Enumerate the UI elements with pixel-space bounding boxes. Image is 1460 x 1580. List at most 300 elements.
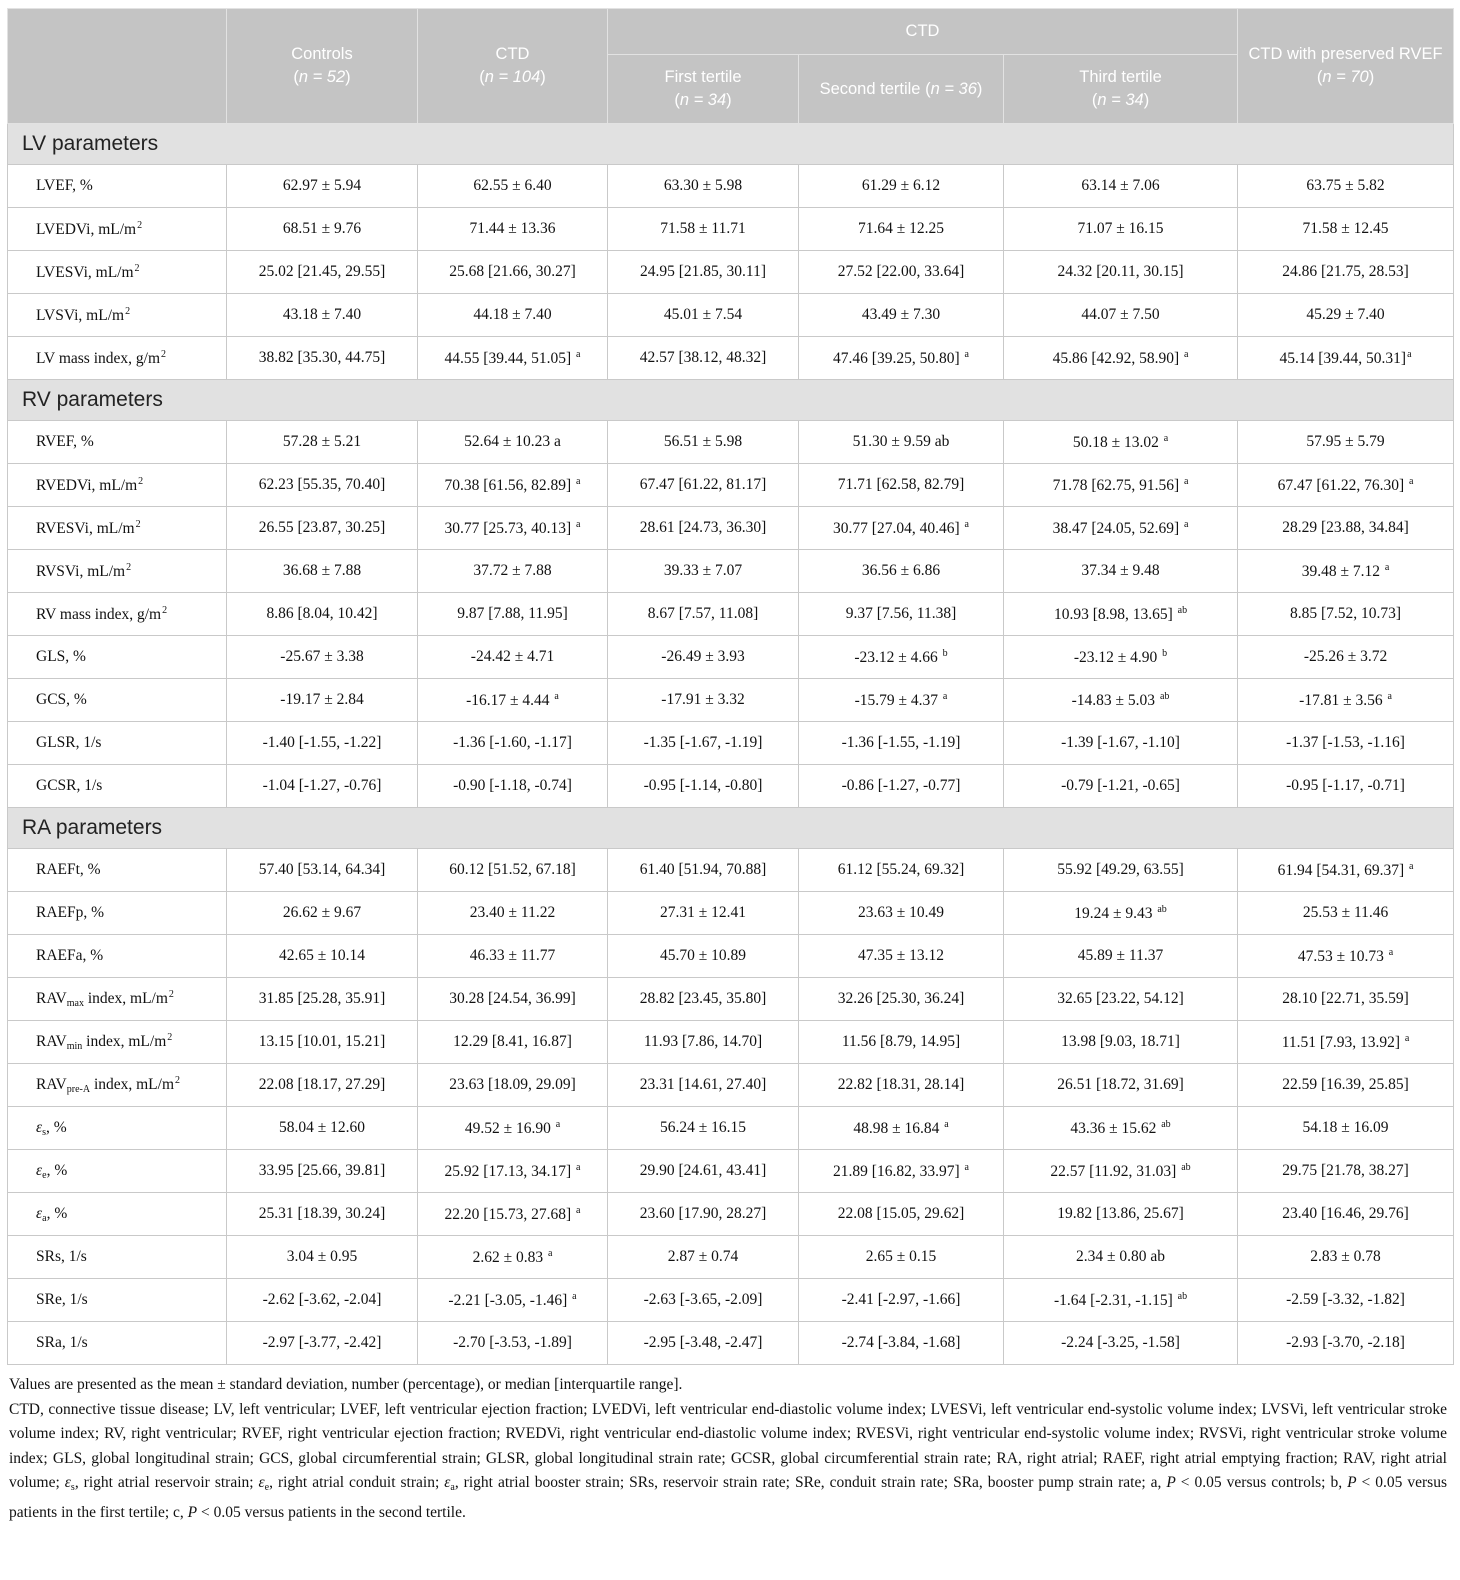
cell-value: -17.81 ± 3.56 — [1299, 691, 1387, 709]
table-cell — [418, 421, 608, 464]
row-label-subscript: max — [66, 998, 84, 1009]
table-cell — [608, 1236, 799, 1279]
table-cell — [608, 849, 799, 892]
table-cell — [1004, 935, 1238, 978]
table-cell — [1004, 550, 1238, 593]
table-cell — [608, 765, 799, 808]
header-controls: Controls (n = 52) — [227, 9, 418, 124]
table-cell — [227, 1021, 418, 1064]
cell-value: 28.61 [24.73, 36.30] — [639, 519, 767, 536]
table-cell — [418, 978, 608, 1021]
table-cell — [227, 679, 418, 722]
cell-value: 13.98 [9.03, 18.71] — [1061, 1033, 1180, 1050]
cell-value: -2.93 [-3.70, -2.18] — [1286, 1334, 1405, 1351]
row-label-superscript: 2 — [162, 604, 168, 616]
table-cell — [799, 1150, 1004, 1193]
cell-value: 24.86 [21.75, 28.53] — [1282, 263, 1409, 280]
cell-value: 32.65 [23.22, 54.12] — [1057, 990, 1184, 1007]
cell-value: -19.17 ± 2.84 — [280, 691, 364, 708]
table-row — [8, 421, 1454, 464]
cell-value: -16.17 ± 4.44 — [466, 691, 554, 709]
cell-value: 26.55 [23.87, 30.25] — [258, 519, 386, 536]
cell-value: 56.24 ± 16.15 — [659, 1119, 746, 1136]
row-label-text: GCS, % — [36, 691, 87, 708]
row-label — [8, 636, 227, 679]
cell-value: 25.53 ± 11.46 — [1302, 904, 1389, 921]
table-row — [8, 1021, 1454, 1064]
table-row — [8, 337, 1454, 380]
table-cell — [799, 251, 1004, 294]
table-cell — [227, 1107, 418, 1150]
cell-value: 23.40 ± 11.22 — [469, 904, 556, 921]
cell-value: -1.40 [-1.55, -1.22] — [262, 734, 382, 751]
row-label — [8, 507, 227, 550]
table-cell — [418, 1064, 608, 1107]
table-cell — [1004, 722, 1238, 765]
cell-value: 30.77 [25.73, 40.13] — [444, 519, 575, 537]
row-label-text: RVSVi, mL/m — [36, 562, 126, 580]
cell-significance-mark: a — [1409, 475, 1414, 487]
table-cell — [1004, 593, 1238, 636]
cell-value: 22.20 [15.73, 27.68] — [444, 1205, 575, 1223]
cell-value: 25.31 [18.39, 30.24] — [258, 1205, 386, 1222]
table-cell — [227, 464, 418, 507]
row-label-superscript: 2 — [161, 348, 167, 360]
table-cell — [799, 892, 1004, 935]
row-label-rest: index, mL/m — [90, 1076, 175, 1093]
cell-significance-mark: ab — [1159, 690, 1170, 702]
cell-value: 23.60 [17.90, 28.27] — [639, 1205, 767, 1222]
table-cell — [608, 679, 799, 722]
cell-value: 57.40 [53.14, 64.34] — [258, 861, 386, 878]
table-cell — [227, 593, 418, 636]
row-label-subscript: s — [42, 1126, 47, 1138]
notes-values-line: Values are presented as the mean ± standard deviation, number (percentage), or median [interquartile range]. — [9, 1376, 683, 1393]
row-label-subscript: a — [42, 1212, 47, 1224]
table-cell — [799, 550, 1004, 593]
row-label — [8, 294, 227, 337]
table-cell — [608, 208, 799, 251]
cell-value: 44.07 ± 7.50 — [1081, 306, 1160, 323]
cell-value: 19.24 ± 9.43 — [1074, 904, 1157, 922]
table-cell — [608, 1107, 799, 1150]
table-cell — [227, 550, 418, 593]
table-cell — [227, 1064, 418, 1107]
cell-value: 54.18 ± 16.09 — [1302, 1119, 1389, 1136]
table-cell — [418, 1107, 608, 1150]
table-cell — [1238, 1236, 1454, 1279]
cell-significance-mark: a — [576, 348, 581, 360]
cell-value: 71.78 [62.75, 91.56] — [1052, 476, 1184, 494]
row-label — [8, 1021, 227, 1064]
table-cell — [1238, 251, 1454, 294]
table-cell — [608, 722, 799, 765]
table-cell — [799, 722, 1004, 765]
table-cell — [418, 722, 608, 765]
row-label-text: ε — [36, 1204, 43, 1222]
cell-value: 8.86 [8.04, 10.42] — [266, 605, 378, 622]
cell-value: 47.35 ± 13.12 — [857, 947, 944, 964]
section-row — [8, 808, 1454, 849]
row-label-subscript: min — [66, 1041, 83, 1052]
row-label-superscript: 2 — [137, 219, 143, 231]
row-label — [8, 165, 227, 208]
cell-value: -2.95 [-3.48, -2.47] — [643, 1334, 763, 1351]
cell-value: 29.75 [21.78, 38.27] — [1282, 1162, 1409, 1179]
row-label — [8, 593, 227, 636]
cell-significance-mark: b — [1162, 647, 1168, 659]
cell-value: 50.18 ± 13.02 — [1072, 433, 1163, 451]
row-label — [8, 935, 227, 978]
cell-significance-mark: a — [944, 1118, 949, 1130]
table-cell — [1238, 1021, 1454, 1064]
cell-value: 63.14 ± 7.06 — [1081, 177, 1160, 194]
table-row — [8, 208, 1454, 251]
table-cell — [227, 1150, 418, 1193]
table-cell — [799, 1193, 1004, 1236]
cell-value: -23.12 ± 4.66 — [854, 648, 942, 666]
row-label-text: LVEDVi, mL/m — [36, 220, 137, 238]
table-row — [8, 765, 1454, 808]
cell-value: -1.64 [-2.31, -1.15] — [1053, 1291, 1177, 1309]
cell-value: -2.24 [-3.25, -1.58] — [1061, 1334, 1180, 1351]
table-cell — [227, 294, 418, 337]
cell-value: 39.48 ± 7.12 — [1301, 562, 1384, 580]
table-cell — [608, 1021, 799, 1064]
table-cell — [1004, 978, 1238, 1021]
cell-value: 22.08 [15.05, 29.62] — [837, 1205, 965, 1222]
cell-value: 67.47 [61.22, 81.17] — [639, 476, 767, 493]
table-cell — [418, 507, 608, 550]
cell-value: -26.49 ± 3.93 — [661, 648, 745, 665]
table-cell — [1004, 1279, 1238, 1322]
table-cell — [1004, 1322, 1238, 1365]
table-cell — [418, 593, 608, 636]
table-cell — [608, 507, 799, 550]
cell-value: 12.29 [8.41, 16.87] — [453, 1033, 572, 1050]
table-cell — [418, 1279, 608, 1322]
table-row — [8, 892, 1454, 935]
table-cell — [1004, 679, 1238, 722]
row-label-text: SRe, 1/s — [36, 1291, 88, 1308]
cell-value: 43.18 ± 7.40 — [282, 306, 362, 323]
row-label — [8, 978, 227, 1021]
cell-value: 27.52 [22.00, 33.64] — [837, 263, 965, 280]
cell-value: 36.56 ± 6.86 — [861, 562, 941, 579]
table-cell — [799, 1279, 1004, 1322]
table-cell — [227, 1193, 418, 1236]
row-label-superscript: 2 — [125, 305, 131, 317]
row-label-text: RVEF, % — [36, 433, 94, 450]
table-cell — [227, 208, 418, 251]
cell-significance-mark: a — [964, 1161, 969, 1173]
table-row — [8, 978, 1454, 1021]
table-cell — [227, 765, 418, 808]
cell-value: -1.04 [-1.27, -0.76] — [262, 777, 382, 794]
cell-value: 45.01 ± 7.54 — [663, 306, 743, 323]
cell-value: 61.12 [55.24, 69.32] — [837, 861, 965, 878]
row-label-superscript: 2 — [134, 262, 140, 274]
cell-value: -1.39 [-1.67, -1.10] — [1061, 734, 1180, 751]
table-cell — [1238, 1322, 1454, 1365]
cell-significance-mark: a — [1404, 1032, 1410, 1044]
cell-value: 44.55 [39.44, 51.05] — [444, 349, 575, 367]
cell-value: 31.85 [25.28, 35.91] — [258, 990, 386, 1007]
table-cell — [608, 337, 799, 380]
table-cell — [227, 421, 418, 464]
header-third-tertile: Third tertile (n = 34) — [1004, 55, 1238, 124]
cell-value: 2.62 ± 0.83 — [472, 1248, 547, 1266]
header-ctd: CTD (n = 104) — [418, 9, 608, 124]
row-label — [8, 1193, 227, 1236]
cell-value: 25.92 [17.13, 34.17] — [444, 1162, 575, 1180]
cell-significance-mark: a — [1184, 475, 1189, 487]
cell-value: 47.46 [39.25, 50.80] — [833, 349, 964, 367]
row-label — [8, 1322, 227, 1365]
table-cell — [1004, 294, 1238, 337]
table-cell — [418, 251, 608, 294]
table-cell — [418, 1150, 608, 1193]
table-cell — [799, 1322, 1004, 1365]
row-label-rest: , % — [46, 1204, 68, 1222]
table-cell — [799, 1236, 1004, 1279]
cell-value: 38.47 [24.05, 52.69] — [1052, 519, 1184, 537]
row-label — [8, 251, 227, 294]
table-cell — [227, 892, 418, 935]
table-row — [8, 849, 1454, 892]
table-cell — [1238, 1279, 1454, 1322]
cell-value: 10.93 [8.98, 13.65] — [1053, 605, 1177, 623]
table-cell — [799, 935, 1004, 978]
table-cell — [799, 978, 1004, 1021]
table-cell — [1004, 208, 1238, 251]
row-label-text: RAEFa, % — [36, 947, 104, 964]
row-label-text: GLSR, 1/s — [36, 734, 102, 751]
table-row — [8, 679, 1454, 722]
cell-significance-mark: a — [576, 1161, 581, 1173]
row-label-text: RAEFt, % — [36, 861, 101, 878]
table-cell — [1238, 337, 1454, 380]
cell-value: -0.95 [-1.17, -0.71] — [1286, 777, 1405, 794]
cell-value: 43.36 ± 15.62 — [1070, 1119, 1161, 1137]
row-label-superscript: 2 — [168, 989, 174, 1000]
cell-value: 22.08 [18.17, 27.29] — [258, 1076, 386, 1093]
section-title: RA parameters — [8, 808, 1454, 849]
cell-significance-mark: a — [576, 475, 581, 487]
cell-value: 67.47 [61.22, 76.30] — [1277, 476, 1409, 494]
table-cell — [1238, 636, 1454, 679]
table-cell — [799, 1107, 1004, 1150]
table-cell — [1238, 294, 1454, 337]
table-cell — [227, 978, 418, 1021]
cell-value: 38.82 [35.30, 44.75] — [258, 349, 386, 366]
cell-value: -2.62 [-3.62, -2.04] — [262, 1291, 382, 1308]
table-cell — [1004, 337, 1238, 380]
row-label-rest: , % — [46, 1118, 67, 1136]
row-label — [8, 892, 227, 935]
cell-value: 30.77 [27.04, 40.46] — [833, 519, 964, 537]
row-label-rest: index, mL/m — [83, 990, 168, 1007]
cell-value: 61.40 [51.94, 70.88] — [639, 861, 767, 878]
cell-value: 11.93 [7.86, 14.70] — [643, 1033, 763, 1050]
cell-value: 11.56 [8.79, 14.95] — [841, 1033, 961, 1050]
row-label — [8, 679, 227, 722]
cell-value: 22.57 [11.92, 31.03] — [1050, 1162, 1181, 1180]
row-label-superscript: 2 — [167, 1032, 173, 1043]
cell-significance-mark: a — [1388, 946, 1394, 958]
table-notes — [7, 1365, 1453, 1525]
table-cell — [227, 935, 418, 978]
row-label-superscript: 2 — [135, 518, 141, 530]
cell-significance-mark: a — [1163, 432, 1169, 444]
cell-value: 23.31 [14.61, 27.40] — [639, 1076, 767, 1093]
cell-value: 45.70 ± 10.89 — [659, 947, 746, 964]
section-row — [8, 380, 1454, 421]
cell-value: -2.63 [-3.65, -2.09] — [643, 1291, 763, 1308]
table-row — [8, 593, 1454, 636]
cell-significance-mark: a — [555, 1118, 561, 1130]
cell-value: 57.28 ± 5.21 — [282, 433, 362, 450]
cell-value: 13.15 [10.01, 15.21] — [258, 1033, 386, 1050]
table-cell — [1004, 1236, 1238, 1279]
row-label-text: SRs, 1/s — [36, 1248, 87, 1265]
cell-significance-mark: a — [1409, 860, 1414, 872]
cell-value: 28.29 [23.88, 34.84] — [1282, 519, 1409, 536]
table-cell — [1238, 593, 1454, 636]
table-cell — [418, 1236, 608, 1279]
cell-value: 68.51 ± 9.76 — [282, 220, 362, 237]
row-label-text: LVESVi, mL/m — [36, 263, 134, 281]
cell-value: 52.64 ± 10.23 a — [464, 433, 561, 450]
cell-value: -1.37 [-1.53, -1.16] — [1286, 734, 1405, 751]
cell-value: 9.37 [7.56, 11.38] — [845, 605, 957, 622]
header-second-tertile: Second tertile (n = 36) — [799, 55, 1004, 124]
table-row — [8, 1064, 1454, 1107]
cell-value: 44.18 ± 7.40 — [473, 306, 552, 323]
cell-significance-mark: a — [1384, 561, 1390, 573]
table-cell — [608, 892, 799, 935]
table-cell — [418, 935, 608, 978]
table-row — [8, 1150, 1454, 1193]
table-cell — [799, 421, 1004, 464]
row-label — [8, 208, 227, 251]
table-row — [8, 1322, 1454, 1365]
cell-value: 63.30 ± 5.98 — [663, 177, 743, 194]
cell-significance-mark: a — [1184, 518, 1189, 530]
cell-value: 23.63 ± 10.49 — [857, 904, 944, 921]
cell-value: 62.97 ± 5.94 — [282, 177, 362, 194]
table-cell — [227, 722, 418, 765]
row-label — [8, 464, 227, 507]
cell-value: 71.07 ± 16.15 — [1077, 220, 1164, 237]
cell-value: 45.29 ± 7.40 — [1306, 306, 1385, 323]
table-header — [8, 9, 1454, 124]
cell-significance-mark: a — [572, 1290, 577, 1302]
cell-value: 42.65 ± 10.14 — [278, 947, 365, 964]
cell-value: 36.68 ± 7.88 — [282, 562, 362, 579]
table-cell — [799, 849, 1004, 892]
table-cell — [608, 978, 799, 1021]
cell-value: 37.72 ± 7.88 — [473, 562, 552, 579]
row-label-subscript: pre-A — [66, 1084, 91, 1095]
cell-value: 58.04 ± 12.60 — [278, 1119, 365, 1136]
cell-value: 63.75 ± 5.82 — [1306, 177, 1385, 194]
cell-value: 71.64 ± 12.25 — [857, 220, 944, 237]
cell-value: -2.70 [-3.53, -1.89] — [453, 1334, 572, 1351]
cell-value: 27.31 ± 12.41 — [659, 904, 746, 921]
table-row — [8, 1236, 1454, 1279]
table-cell — [799, 636, 1004, 679]
row-label — [8, 550, 227, 593]
section-title: RV parameters — [8, 380, 1454, 421]
table-cell — [799, 208, 1004, 251]
row-label-text: SRa, 1/s — [36, 1334, 88, 1351]
cell-value: 45.89 ± 11.37 — [1077, 947, 1164, 964]
table-cell — [227, 165, 418, 208]
row-label-superscript: 2 — [126, 561, 132, 573]
cell-value: -1.36 [-1.60, -1.17] — [453, 734, 572, 751]
table-cell — [1238, 892, 1454, 935]
cell-value: 70.38 [61.56, 82.89] — [444, 476, 575, 494]
table-row — [8, 550, 1454, 593]
row-label-text: LVEF, % — [36, 177, 93, 194]
table-cell — [1238, 421, 1454, 464]
row-label-superscript: 2 — [175, 1075, 181, 1086]
table-cell — [418, 464, 608, 507]
table-cell — [418, 165, 608, 208]
table-cell — [418, 892, 608, 935]
cell-value: -2.59 [-3.32, -1.82] — [1286, 1291, 1405, 1308]
cell-value: 61.29 ± 6.12 — [861, 177, 941, 194]
row-label — [8, 1107, 227, 1150]
cell-value: 23.40 [16.46, 29.76] — [1282, 1205, 1409, 1222]
cell-value: 51.30 ± 9.59 ab — [852, 433, 950, 450]
cell-value: 29.90 [24.61, 43.41] — [639, 1162, 767, 1179]
cell-value: -14.83 ± 5.03 — [1071, 691, 1159, 709]
table-cell — [608, 1064, 799, 1107]
cell-value: -25.67 ± 3.38 — [280, 648, 364, 665]
table-cell — [1238, 1150, 1454, 1193]
table-cell — [227, 1279, 418, 1322]
table-cell — [418, 1193, 608, 1236]
cell-significance-mark: a — [547, 1247, 553, 1259]
cell-value: 42.57 [38.12, 48.32] — [639, 349, 767, 366]
table-cell — [418, 337, 608, 380]
table-cell — [799, 294, 1004, 337]
cell-value: 25.02 [21.45, 29.55] — [258, 263, 386, 280]
row-label-text: GCSR, 1/s — [36, 777, 103, 794]
cell-value: 28.82 [23.45, 35.80] — [639, 990, 767, 1007]
cell-value: 24.32 [20.11, 30.15] — [1057, 263, 1184, 280]
cell-significance-mark: b — [942, 647, 948, 659]
cell-value: 2.87 ± 0.74 — [667, 1248, 739, 1265]
table-cell — [608, 251, 799, 294]
row-label — [8, 1236, 227, 1279]
table-cell — [1238, 978, 1454, 1021]
table-cell — [608, 550, 799, 593]
table-row — [8, 1107, 1454, 1150]
cell-value: 61.94 [54.31, 69.37] — [1277, 861, 1409, 879]
table-cell — [799, 165, 1004, 208]
table-cell — [608, 636, 799, 679]
table-cell — [418, 1021, 608, 1064]
cell-value: 37.34 ± 9.48 — [1081, 562, 1160, 579]
table-row — [8, 722, 1454, 765]
table-cell — [608, 464, 799, 507]
cell-value: 9.87 [7.88, 11.95] — [457, 605, 568, 622]
table-cell — [1004, 421, 1238, 464]
cell-value: 60.12 [51.52, 67.18] — [449, 861, 576, 878]
